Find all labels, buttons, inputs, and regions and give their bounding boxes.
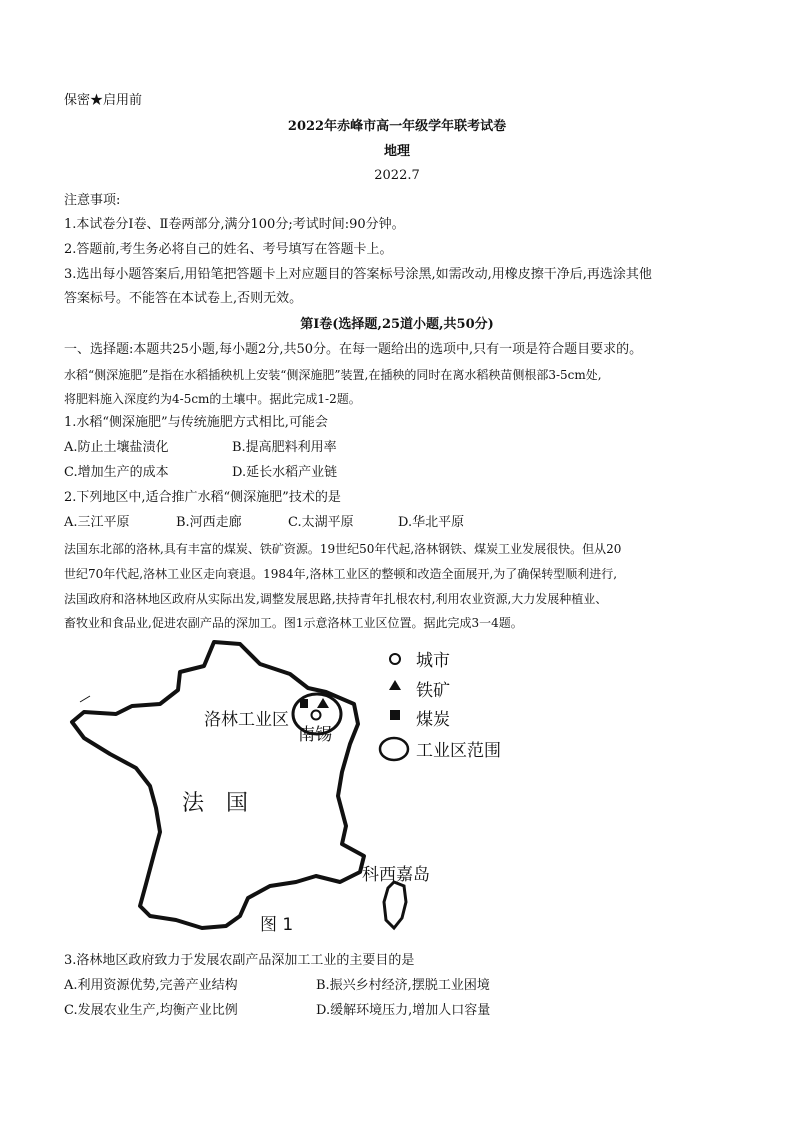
corsica-outline xyxy=(384,882,406,928)
confidential-mark: 保密★启用前 xyxy=(64,93,143,108)
map-legend xyxy=(380,651,501,761)
question-3-stem: 3.洛林地区政府致力于发展农副产品深加工工业的主要目的是 xyxy=(64,953,415,968)
notice-item: 2.答题前,考生务必将自己的姓名、考号填写在答题卡上。 xyxy=(64,242,393,257)
legend-city-icon xyxy=(390,654,400,664)
island-label: 科西嘉岛 xyxy=(362,865,430,885)
question-1-options-row xyxy=(64,439,337,457)
france-map-figure xyxy=(64,636,550,934)
legend-label: 煤炭 xyxy=(416,710,450,730)
notice-item: 答案标号。不能答在本试卷上,否则无效。 xyxy=(64,291,303,306)
option-c[interactable]: C.发展农业生产,均衡产业比例 xyxy=(64,1003,238,1018)
legend-label: 铁矿 xyxy=(416,681,450,701)
figure-caption: 图 1 xyxy=(260,915,294,934)
france-outline xyxy=(72,642,364,928)
option-c[interactable]: C.增加生产的成本 xyxy=(64,465,169,480)
option-d[interactable]: D.华北平原 xyxy=(398,515,465,530)
option-d[interactable]: D.缓解环境压力,增加人口容量 xyxy=(316,1003,491,1018)
legend-label: 城市 xyxy=(416,651,450,671)
city-icon xyxy=(312,711,321,720)
region-label: 洛林工业区 xyxy=(204,710,289,730)
option-c[interactable]: C.太湖平原 xyxy=(288,515,354,530)
option-b[interactable]: B.河西走廊 xyxy=(176,515,242,530)
city-label: 南锡 xyxy=(298,725,332,745)
option-d[interactable]: D.延长水稻产业链 xyxy=(232,465,338,480)
section-title: 第Ⅰ卷(选择题,25道小题,共50分) xyxy=(300,317,494,332)
passage-line: 水稻“侧深施肥”是指在水稻插秧机上安装“侧深施肥”装置,在插秧的同时在离水稻秧苗侧根部3-5cm处, xyxy=(64,368,602,382)
legend-label: 工业区范围 xyxy=(416,741,501,761)
question-3-options-row xyxy=(64,977,490,995)
country-label: 法 国 xyxy=(182,791,249,816)
legend-coal-icon xyxy=(390,710,400,720)
exam-date: 2022.7 xyxy=(374,168,420,183)
coal-icon xyxy=(300,699,308,708)
question-2-stem: 2.下列地区中,适合推广水稻“侧深施肥”技术的是 xyxy=(64,490,341,505)
passage-line: 世纪70年代起,洛林工业区走向衰退。1984年,洛林工业区的整顿和改造全面展开,为了确保转型顺利进行, xyxy=(64,567,618,581)
option-a[interactable]: A.利用资源优势,完善产业结构 xyxy=(64,978,238,993)
passage-line: 法国政府和洛林地区政府从实际出发,调整发展思路,扶持青年扎根农村,利用农业资源,大力发展种植业、 xyxy=(64,592,608,606)
notice-item: 3.选出每小题答案后,用铅笔把答题卡上对应题目的答案标号涂黑,如需改动,用橡皮擦干净后,再选涂其他 xyxy=(64,267,652,282)
exam-title: 2022年赤峰市高一年级学年联考试卷 xyxy=(287,119,507,134)
notice-heading: 注意事项: xyxy=(64,193,121,208)
question-1-stem: 1.水稻“侧深施肥”与传统施肥方式相比,可能会 xyxy=(64,415,328,430)
question-1-options-row xyxy=(64,464,337,482)
question-2-options-row xyxy=(64,514,464,532)
question-3-options-row xyxy=(64,1002,490,1020)
passage-line: 畜牧业和食品业,促进农副产品的深加工。图1示意洛林工业区位置。据此完成3一4题。 xyxy=(64,616,523,630)
option-a[interactable]: A.防止土壤盐渍化 xyxy=(64,440,169,455)
legend-iron-ore-icon xyxy=(389,680,401,690)
option-b[interactable]: B.提高肥料利用率 xyxy=(232,440,337,455)
option-b[interactable]: B.振兴乡村经济,摆脱工业困境 xyxy=(316,978,490,993)
divider xyxy=(80,696,90,702)
exam-subject: 地理 xyxy=(383,144,410,159)
notice-item: 1.本试卷分Ⅰ卷、Ⅱ卷两部分,满分100分;考试时间:90分钟。 xyxy=(64,217,405,232)
legend-area-icon xyxy=(380,738,408,760)
section-intro: 一、选择题:本题共25小题,每小题2分,共50分。在每一题给出的选项中,只有一项是符合题目要求的。 xyxy=(64,342,643,357)
passage-line: 将肥料施入深度约为4-5cm的土壤中。据此完成1-2题。 xyxy=(64,392,361,406)
option-a[interactable]: A.三江平原 xyxy=(64,515,130,530)
passage-line: 法国东北部的洛林,具有丰富的煤炭、铁矿资源。19世纪50年代起,洛林钢铁、煤炭工业发展很快。但从20 xyxy=(64,542,622,556)
iron-ore-icon xyxy=(317,698,329,708)
